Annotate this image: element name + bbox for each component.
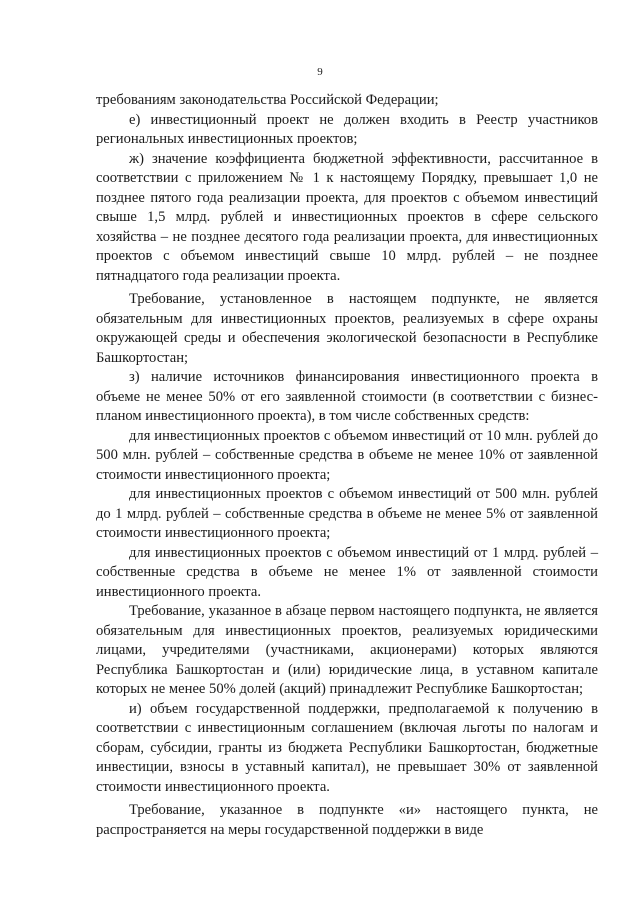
paragraph-requirement-exemption: Требование, указанное в абзаце первом настоящего подпункта, не является обязательным для инвестиционных проектов, реализуемых юридическими лицами, учредителями (участниками, акционерами) которых являются Республика Башкортостан и (или) юридические лица, в уставном капитале которых не менее 50% долей (акций) принадлежит Республике Башкортостан; xyxy=(96,603,598,697)
paragraph-item-zh: ж) значение коэффициента бюджетной эффективности, рассчитанное в соответствии с приложением № 1 к настоящему Порядку, превышает 1,0 не позднее пятого года реализации проекта, для проектов с объемом инвестиций свыше 1,5 млрд. рублей и инвестиционных проектов в сфере сельского хозяйства – не позднее десятого года реализации проекта, для инвестиционных проектов с объемом инвестиций свыше 10 млрд. рублей – не позднее пятнадцатого года реализации проекта. xyxy=(96,150,598,284)
page-number: 9 xyxy=(317,66,323,78)
paragraph-requirement-support: Требование, указанное в подпункте «и» настоящего пункта, не распространяется на меры государственной поддержки в виде xyxy=(96,802,598,838)
paragraph-item-i: и) объем государственной поддержки, предполагаемой к получению в соответствии с инвестиционным соглашением (включая льготы по налогам и сборам, субсидии, гранты из бюджета Республики Башкортостан, бюджетные инвестиции, взносы в уставный капитал), не превышает 30% от заявленной стоимости инвестиционного проекта. xyxy=(96,700,598,795)
paragraph-legislation-end: требованиям законодательства Российской Федерации; xyxy=(96,92,439,108)
paragraph-funding-500mln: для инвестиционных проектов с объемом инвестиций от 500 млн. рублей до 1 млрд. рублей – собственные средства в объеме не менее 5% от заявленной стоимости инвестиционного проекта; xyxy=(96,486,598,541)
document-body xyxy=(96,91,598,840)
paragraph-item-z: з) наличие источников финансирования инвестиционного проекта в объеме не менее 50% от его заявленной стоимости (в соответствии с бизнес-планом инвестиционного проекта), в том числе собственных средств: xyxy=(96,369,598,424)
paragraph-item-e: е) инвестиционный проект не должен входить в Реестр участников региональных инвестиционных проектов; xyxy=(96,111,598,147)
paragraph-funding-1bln: для инвестиционных проектов с объемом инвестиций от 1 млрд. рублей – собственные средства в объеме не менее 1% от заявленной стоимости инвестиционного проекта. xyxy=(96,544,598,600)
paragraph-funding-10mln: для инвестиционных проектов с объемом инвестиций от 10 млн. рублей до 500 млн. рублей – собственные средства в объеме не менее 10% от заявленной стоимости инвестиционного проекта; xyxy=(96,427,598,483)
paragraph-requirement-ecology: Требование, установленное в настоящем подпункте, не является обязательным для инвестиционных проектов, реализуемых в сфере охраны окружающей среды и обеспечения экологической безопасности в Республике Башкортостан; xyxy=(96,291,598,366)
